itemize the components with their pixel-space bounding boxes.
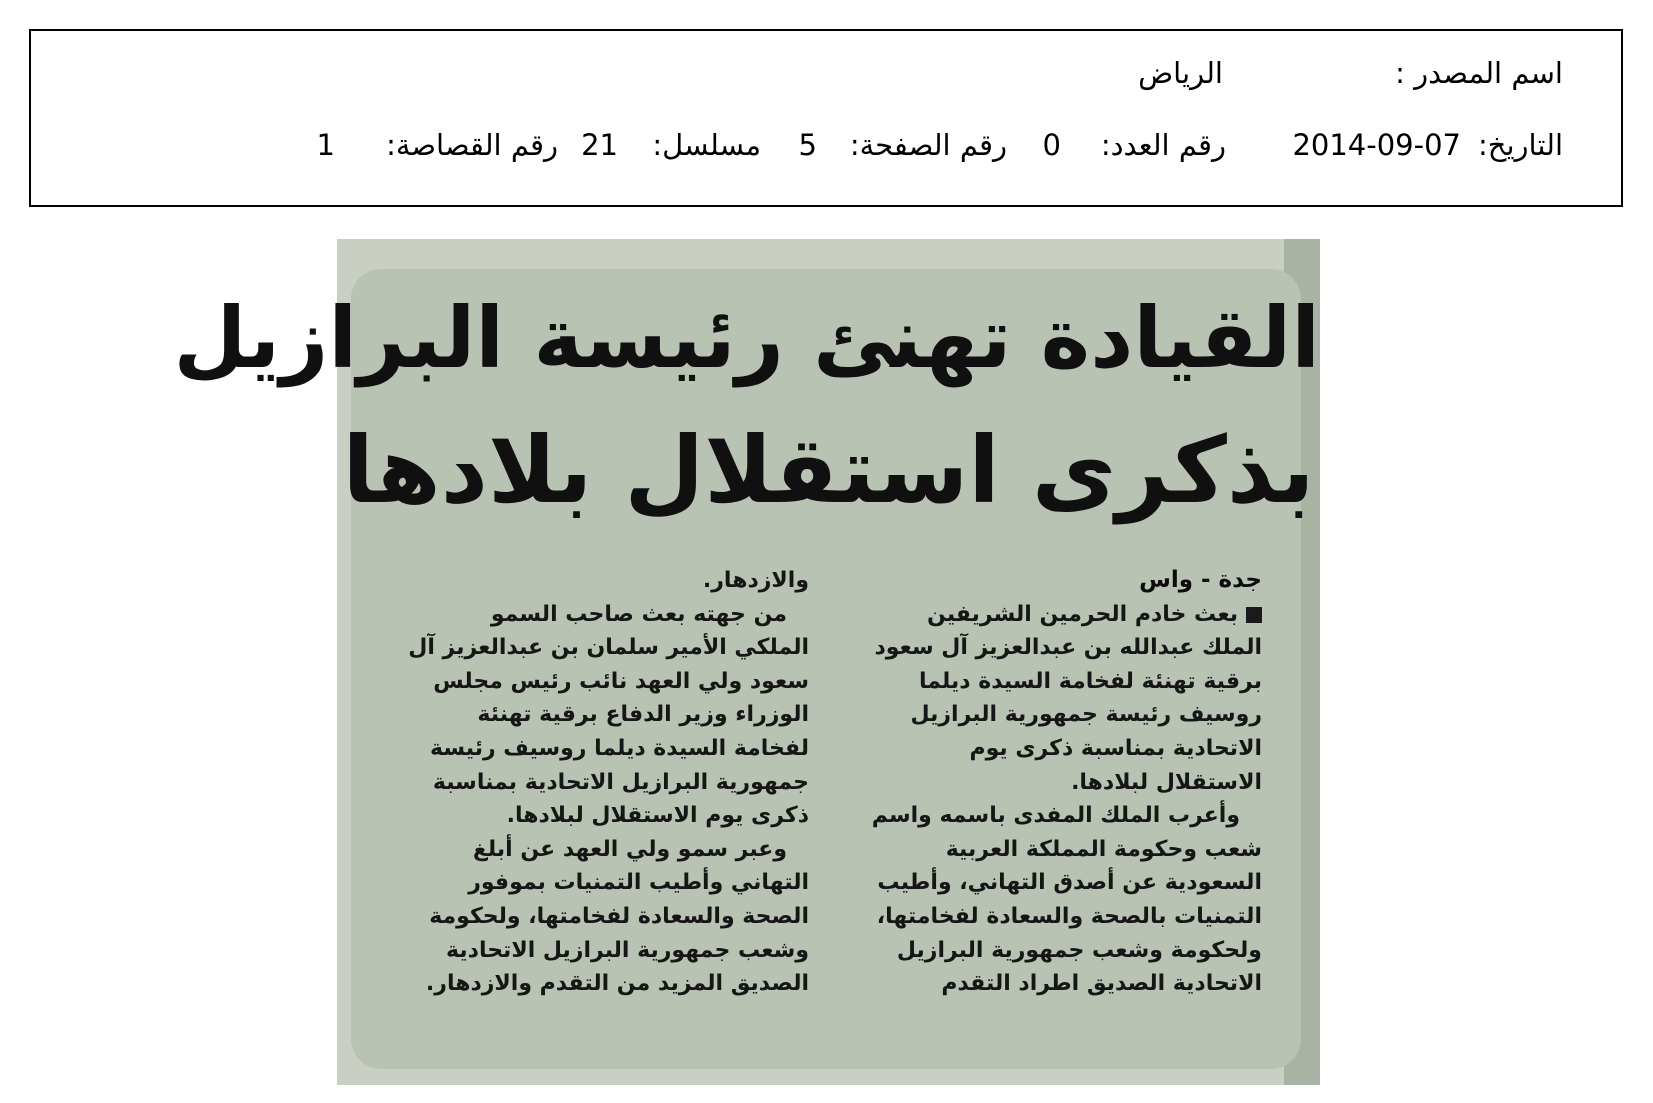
article-column-left bbox=[384, 564, 809, 1001]
column-line: من جهته بعث صاحب السمو bbox=[490, 601, 787, 627]
issue-value: 0 bbox=[1042, 128, 1061, 162]
column-line: الملك عبدالله بن عبدالعزيز آل سعود bbox=[874, 635, 1262, 661]
column-line-text: بعث خادم الحرمين الشريفين bbox=[927, 601, 1238, 627]
column-line: وشعب جمهورية البرازيل الاتحادية bbox=[446, 937, 809, 963]
column-line: السعودية عن أصدق التهاني، وأطيب bbox=[877, 870, 1262, 896]
header-box bbox=[29, 29, 1623, 207]
clip-value: 1 bbox=[316, 128, 335, 162]
column-line: برقية تهنئة لفخامة السيدة ديلما bbox=[919, 668, 1262, 694]
column-line: التمنيات بالصحة والسعادة لفخامتها، bbox=[876, 903, 1262, 929]
column-line: شعب وحكومة المملكة العربية bbox=[945, 836, 1262, 862]
source-label: اسم المصدر : bbox=[1395, 56, 1563, 90]
column-line: سعود ولي العهد نائب رئيس مجلس bbox=[433, 668, 809, 694]
bullet-icon bbox=[1246, 607, 1262, 623]
dateline: جدة - واس bbox=[1139, 567, 1262, 593]
serial-value: 21 bbox=[581, 128, 618, 162]
page-label: رقم الصفحة: bbox=[849, 128, 1007, 162]
date-value: 2014-09-07 bbox=[1292, 128, 1461, 162]
column-line: الاتحادية بمناسبة ذكرى يوم bbox=[969, 735, 1262, 761]
column-line: وعبر سمو ولي العهد عن أبلغ bbox=[472, 836, 787, 862]
clip-label: رقم القصاصة: bbox=[386, 128, 558, 162]
column-line: الاتحادية الصديق اطراد التقدم bbox=[941, 971, 1262, 997]
column-line: الوزراء وزير الدفاع برقية تهنئة bbox=[477, 702, 809, 728]
article-column-right bbox=[837, 564, 1262, 1001]
headline-line-1: القيادة تهنئ رئيسة البرازيل bbox=[173, 289, 1320, 387]
issue-label: رقم العدد: bbox=[1100, 128, 1226, 162]
source-value: الرياض bbox=[1138, 56, 1223, 90]
column-line: والازدهار. bbox=[702, 568, 809, 593]
column-line: وأعرب الملك المفدى باسمه واسم bbox=[871, 803, 1240, 829]
column-line: لفخامة السيدة ديلما روسيف رئيسة bbox=[429, 735, 809, 761]
headline-line-2: بذكرى استقلال بلادها bbox=[342, 417, 1315, 524]
column-line: جمهورية البرازيل الاتحادية بمناسبة bbox=[432, 769, 809, 795]
column-line: ذكرى يوم الاستقلال لبلادها. bbox=[506, 803, 809, 829]
column-line: ولحكومة وشعب جمهورية البرازيل bbox=[896, 937, 1262, 963]
column-line: التهاني وأطيب التمنيات بموفور bbox=[468, 870, 809, 896]
column-line: الملكي الأمير سلمان بن عبدالعزيز آل bbox=[408, 635, 809, 661]
column-line: روسيف رئيسة جمهورية البرازيل bbox=[910, 702, 1262, 728]
date-label: التاريخ: bbox=[1477, 128, 1563, 162]
column-line: الصحة والسعادة لفخامتها، ولحكومة bbox=[429, 903, 809, 929]
column-line: الاستقلال لبلادها. bbox=[1071, 769, 1262, 795]
column-line bbox=[837, 598, 1262, 632]
page-value: 5 bbox=[798, 128, 817, 162]
serial-label: مسلسل: bbox=[652, 128, 761, 162]
column-line: الصديق المزيد من التقدم والازدهار. bbox=[425, 971, 809, 997]
newspaper-clipping bbox=[173, 239, 1320, 1085]
